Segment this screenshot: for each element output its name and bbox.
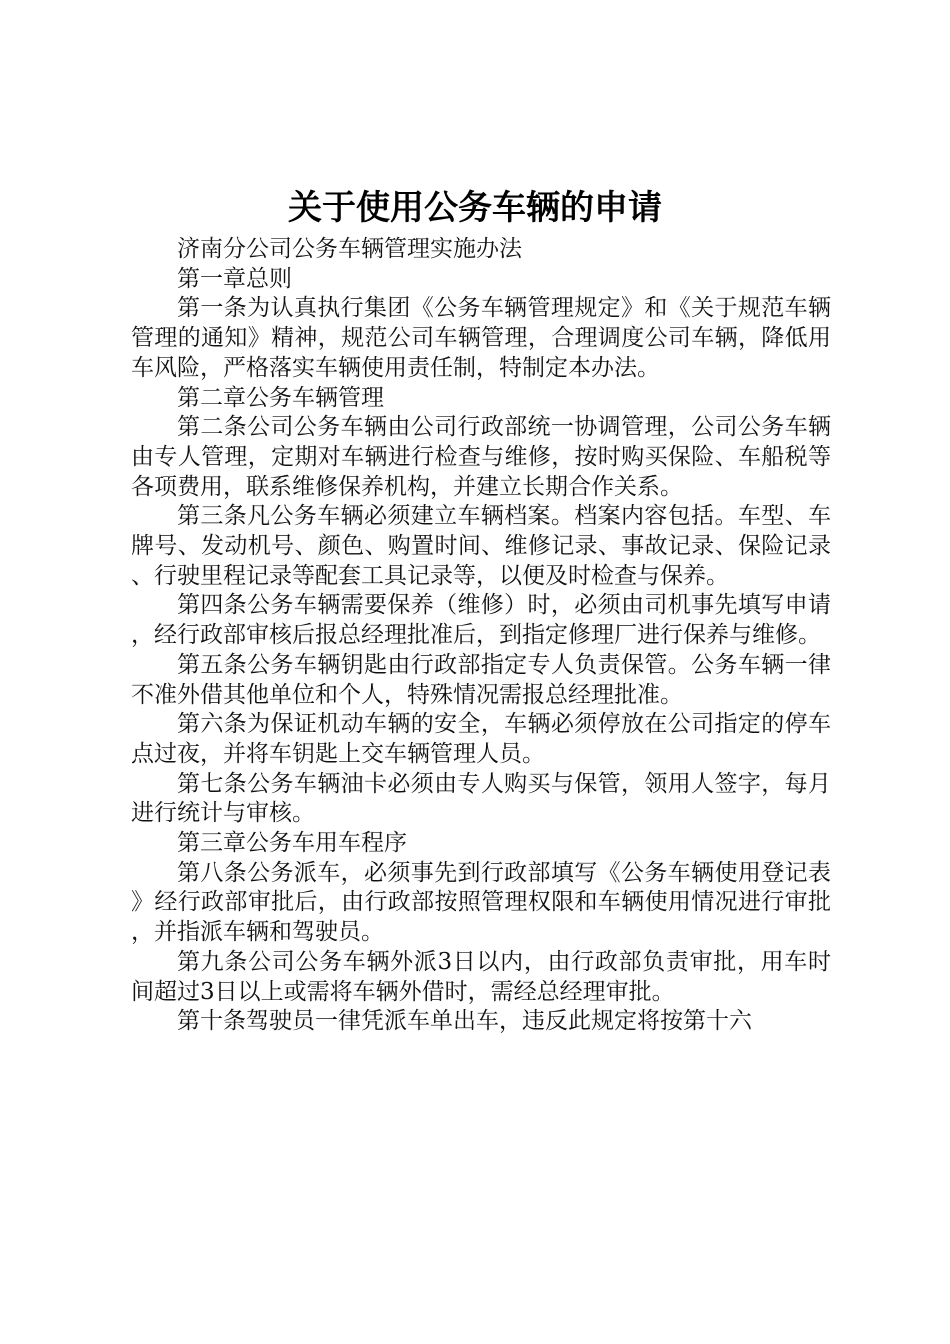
paragraph: 第一章总则	[177, 265, 292, 292]
document-title: 关于使用公务车辆的申请	[288, 188, 662, 228]
paragraph: 第一条为认真执行集团《公务车辆管理规定》和《关于规范车辆管理的通知》精神，规范公司车辆管理，合理调度公司车辆，降低用车风险，严格落实车辆使用责任制，特制定本办法。	[131, 295, 831, 381]
paragraph: 第六条为保证机动车辆的安全，车辆必须停放在公司指定的停车点过夜，并将车钥匙上交车辆管理人员。	[131, 711, 831, 767]
paragraph: 第三条凡公务车辆必须建立车辆档案。档案内容包括。车型、车牌号、发动机号、颜色、购置时间、维修记录、事故记录、保险记录、行驶里程记录等配套工具记录等，以便及时检查与保养。	[131, 503, 831, 589]
paragraph: 第九条公司公务车辆外派3日以内，由行政部负责审批，用车时间超过3日以上或需将车辆外借时，需经总经理审批。	[131, 948, 831, 1005]
paragraph: 第八条公务派车，必须事先到行政部填写《公务车辆使用登记表》经行政部审批后，由行政部按照管理权限和车辆使用情况进行审批，并指派车辆和驾驶员。	[131, 859, 831, 946]
paragraph: 第三章公务车用车程序	[177, 830, 407, 857]
paragraph: 第七条公务车辆油卡必须由专人购买与保管，领用人签字，每月进行统计与审核。	[131, 770, 831, 827]
paragraph: 第二章公务车辆管理	[177, 384, 384, 411]
paragraph: 第五条公务车辆钥匙由行政部指定专人负责保管。公务车辆一律不准外借其他单位和个人，特殊情况需报总经理批准。	[131, 651, 831, 708]
paragraph: 济南分公司公务车辆管理实施办法	[177, 236, 522, 262]
paragraph: 第二条公司公务车辆由公司行政部统一协调管理，公司公务车辆由专人管理，定期对车辆进行检查与维修，按时购买保险、车船税等各项费用，联系维修保养机构，并建立长期合作关系。	[131, 414, 831, 500]
document-body	[131, 235, 831, 1037]
paragraph: 第十条驾驶员一律凭派车单出车，违反此规定将按第十六	[177, 1008, 752, 1035]
paragraph: 第四条公务车辆需要保养（维修）时，必须由司机事先填写申请，经行政部审核后报总经理批准后，到指定修理厂进行保养与维修。	[131, 592, 831, 649]
